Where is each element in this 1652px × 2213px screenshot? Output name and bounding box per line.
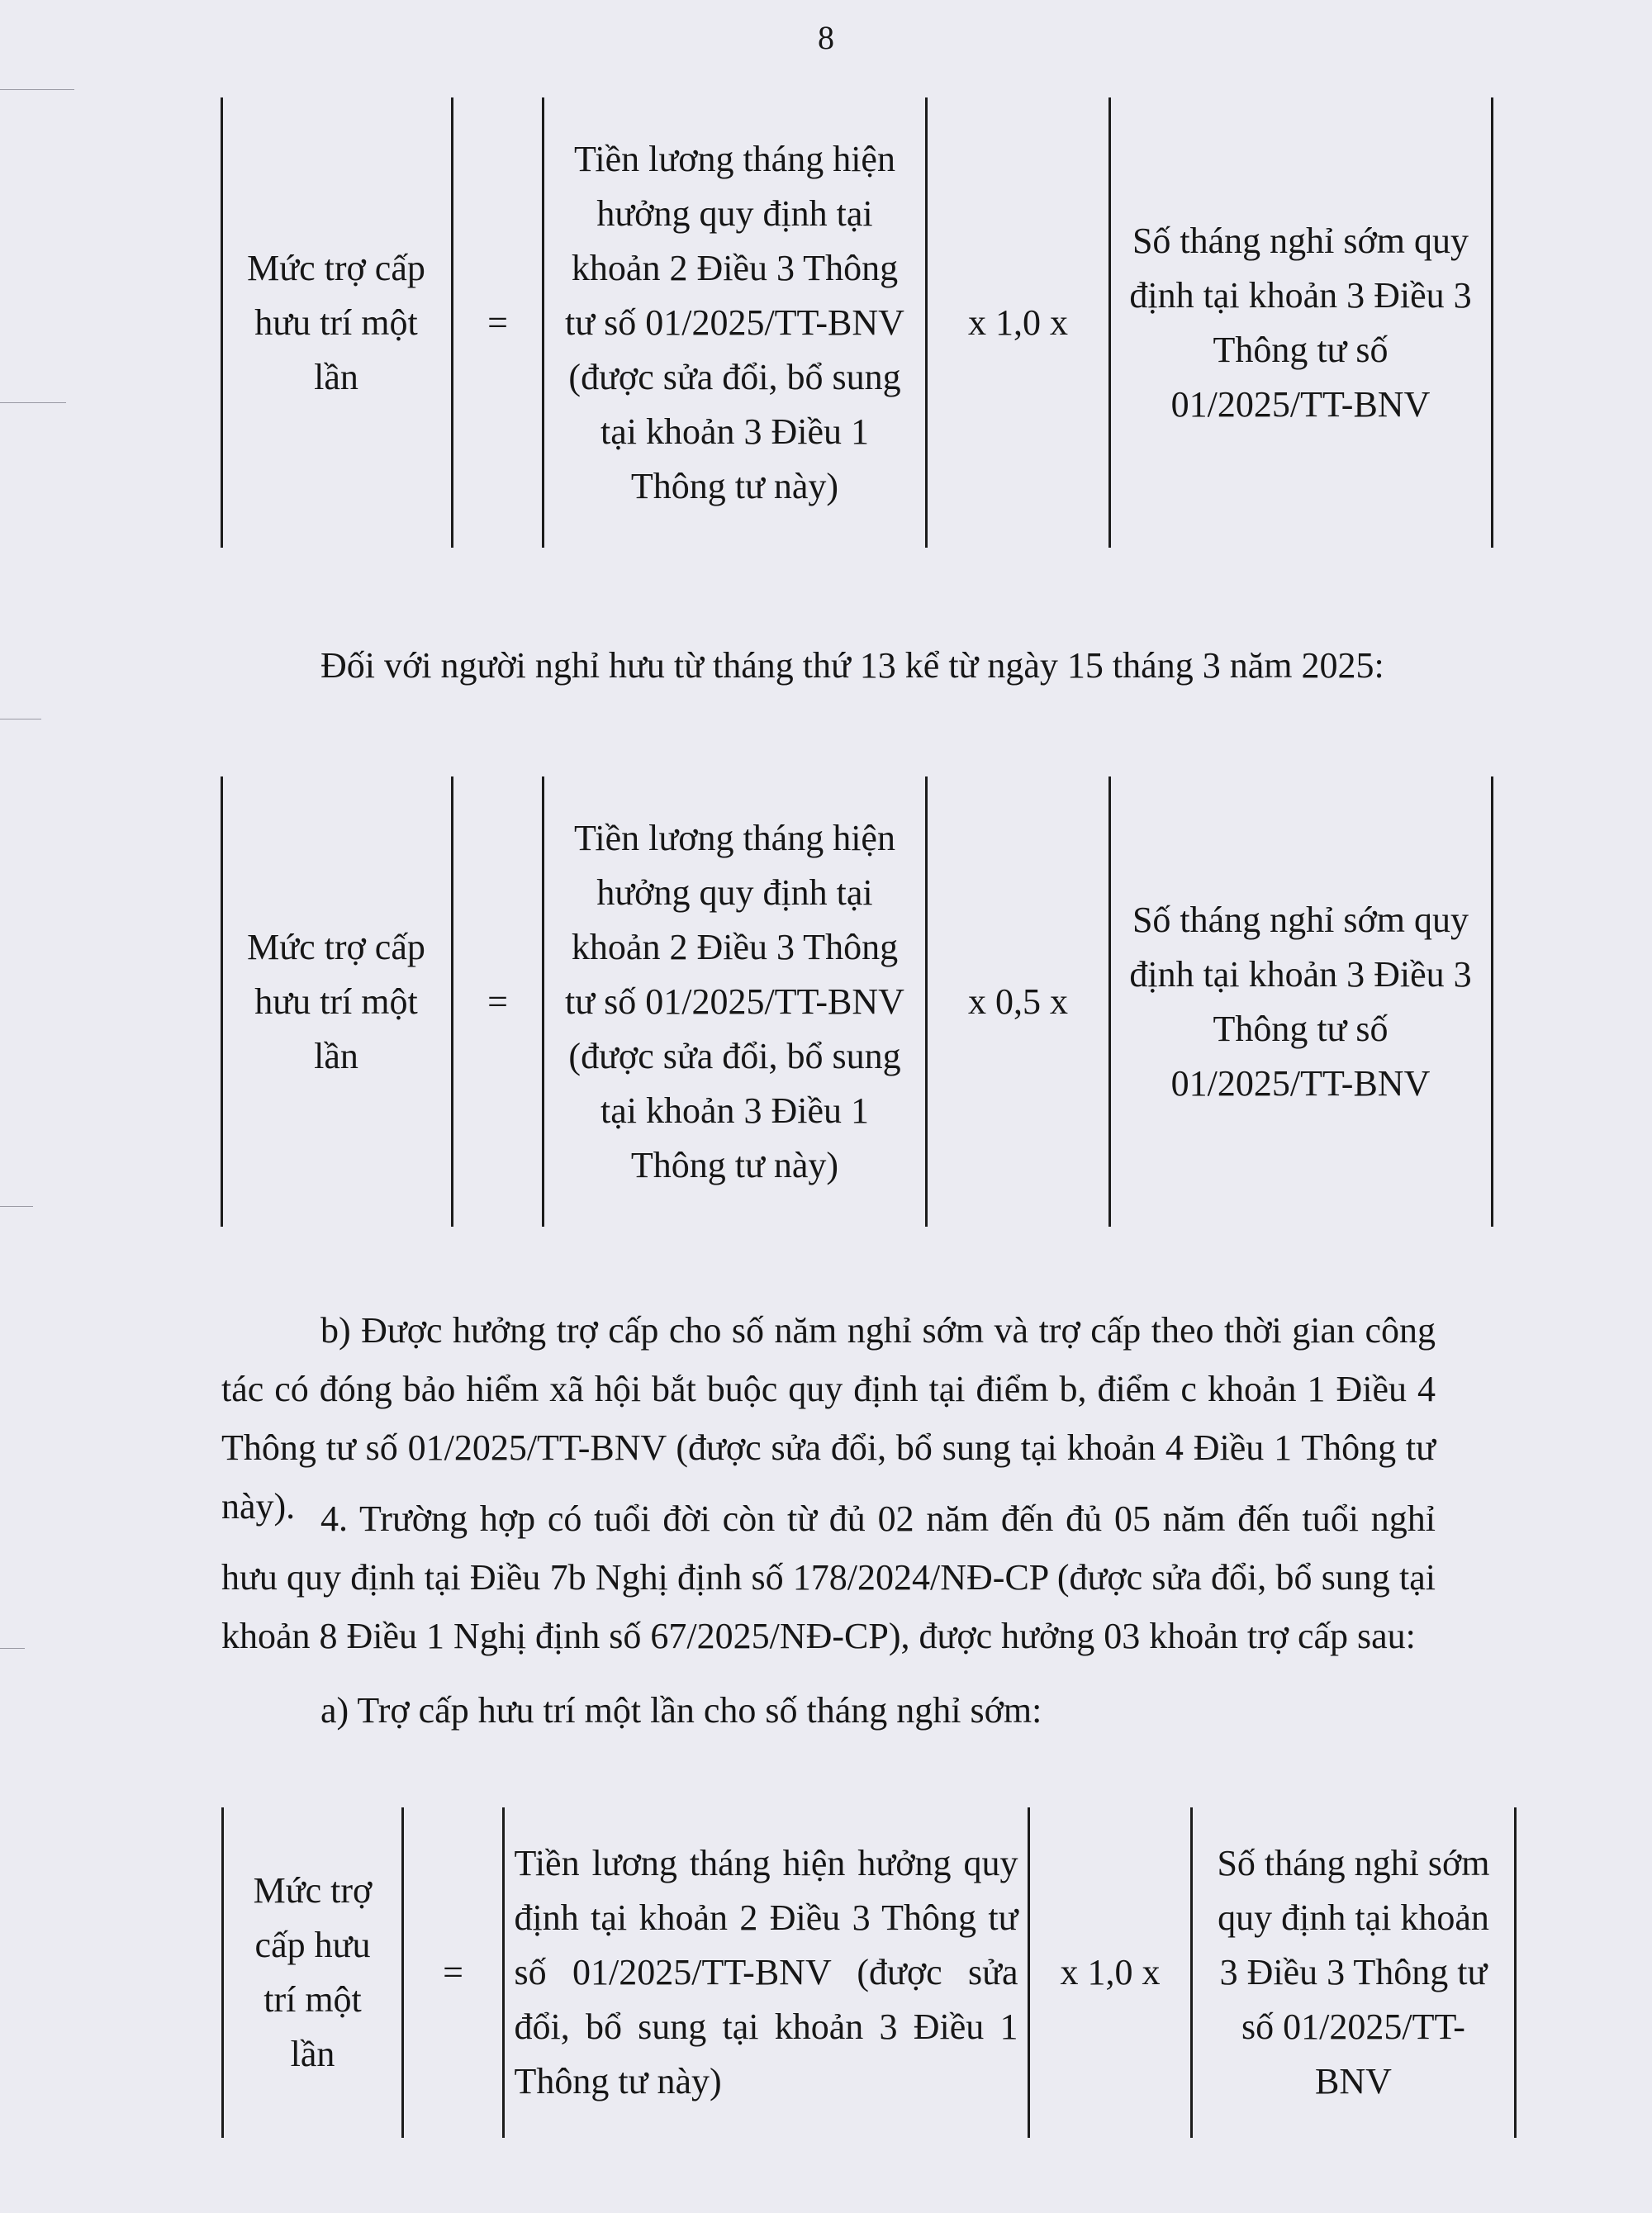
divider [401,1807,404,2138]
formula-salary: Tiền lương tháng hiện hưởng quy định tại khoản 2 Điều 3 Thông tư số 01/2025/TT-BNV (được sửa đổi, bổ sung tại khoản 3 Điều 1 Thông tư này) [565,817,904,1185]
divider [542,97,544,548]
scan-mark [0,1206,33,1207]
paragraph-point-b: b) Được hưởng trợ cấp cho số năm nghỉ sớm và trợ cấp theo thời gian công tác có đóng bảo hiểm xã hội bắt buộc quy định tại điểm b, điểm c khoản 1 Điều 4 Thông tư số 01/2025/TT-BNV (được sửa đổi, bổ sung tại khoản 4 Điều 1 Thông tư này). [221,1310,1436,1527]
formula-multiplier: x 0,5 x [968,981,1068,1022]
page-number: 8 [818,19,834,56]
formula-multiplier: x 1,0 x [968,302,1068,343]
divider [221,776,223,1227]
formula-months: Số tháng nghỉ sớm quy định tại khoản 3 Điều 3 Thông tư số 01/2025/TT-BNV [1129,220,1472,425]
divider [502,1807,505,2138]
formula-months: Số tháng nghỉ sớm quy định tại khoản 3 Điều 3 Thông tư số 01/2025/TT-BNV [1129,899,1472,1104]
scan-mark [0,1648,25,1649]
divider [1491,776,1493,1227]
formula-equals: = [443,1952,463,1992]
formula-label: Mức trợ cấp hưu trí một lần [247,247,425,397]
divider [1108,776,1111,1227]
formula-label: Mức trợ cấp hưu trí một lần [253,1870,373,2074]
paragraph-month13: Đối với người nghỉ hưu từ tháng thứ 13 kể từ ngày 15 tháng 3 năm 2025: [320,645,1384,686]
divider [451,97,453,548]
divider [1108,97,1111,548]
formula-equals: = [487,302,508,343]
divider [542,776,544,1227]
divider [1491,97,1493,548]
divider [1190,1807,1193,2138]
formula-multiplier: x 1,0 x [1060,1952,1161,1992]
scan-mark [0,402,66,403]
paragraph-point-a: a) Trợ cấp hưu trí một lần cho số tháng nghỉ sớm: [320,1690,1042,1731]
divider [451,776,453,1227]
divider [1028,1807,1030,2138]
formula-salary: Tiền lương tháng hiện hưởng quy định tại khoản 2 Điều 3 Thông tư số 01/2025/TT-BNV (được sửa đổi, bổ sung tại khoản 3 Điều 1 Thông tư này) [565,138,904,506]
formula-months: Số tháng nghỉ sớm quy định tại khoản 3 Điều 3 Thông tư số 01/2025/TT-BNV [1217,1843,1490,2101]
divider [925,97,928,548]
formula-equals: = [487,981,508,1022]
formula-label: Mức trợ cấp hưu trí một lần [247,926,425,1076]
formula-salary: Tiền lương tháng hiện hưởng quy định tại khoản 2 Điều 3 Thông tư số 01/2025/TT-BNV (được sửa đổi, bổ sung tại khoản 3 Điều 1 Thông tư này) [514,1843,1018,2101]
divider [221,1807,224,2138]
divider [221,97,223,548]
scan-mark [0,89,74,90]
divider [1514,1807,1517,2138]
paragraph-item-4: 4. Trường hợp có tuổi đời còn từ đủ 02 năm đến đủ 05 năm đến tuổi nghỉ hưu quy định tại Điều 7b Nghị định số 178/2024/NĐ-CP (được sửa đổi, bổ sung tại khoản 8 Điều 1 Nghị định số 67/2025/NĐ-CP), được hưởng 03 khoản trợ cấp sau: [221,1498,1436,1656]
divider [925,776,928,1227]
